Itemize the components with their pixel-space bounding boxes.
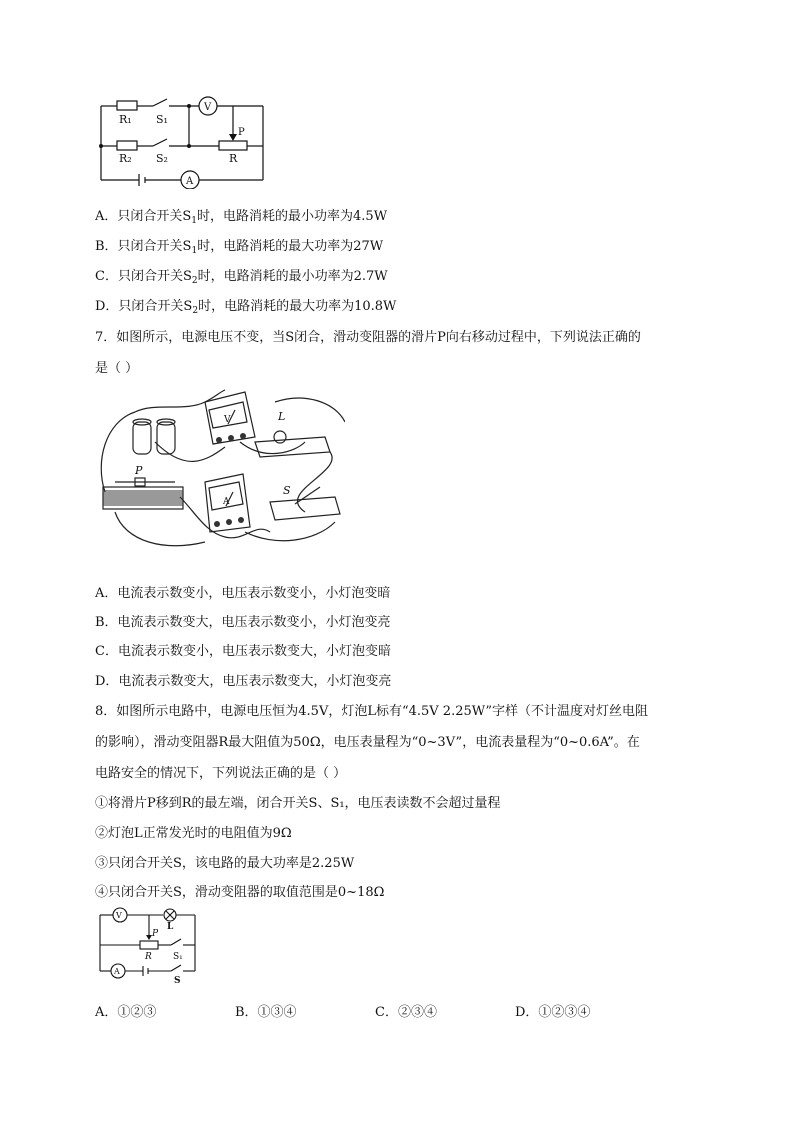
label-r: R	[229, 152, 238, 165]
label-r1: R₁	[119, 113, 132, 126]
label-s1: S₁	[156, 113, 168, 126]
q6-option-c: C．只闭合开关$S_2$时，电路消耗的最小功率为2.7W	[95, 269, 388, 286]
q8-statement-3: ③只闭合开关S，该电路的最大功率是2.25W	[95, 856, 355, 871]
circuit-diagram-q6-svg	[95, 94, 270, 189]
q8-statement-2: ②灯泡L正常发光时的电阻值为9Ω	[95, 826, 292, 841]
label-rheostat-q8: R	[145, 952, 152, 962]
circuit-diagram-q8	[95, 905, 205, 985]
label-voltmeter-q8: V	[116, 911, 122, 920]
circuit-photo-q7	[95, 382, 345, 554]
q7-option-b: B．电流表示数变大，电压表示数变小，小灯泡变亮	[95, 615, 391, 630]
q6-option-a: A．只闭合开关$S_1$时，电路消耗的最小功率为4.5W	[95, 209, 388, 226]
label-slider: P	[135, 464, 143, 477]
q8-option-b: B．①③④	[235, 1005, 297, 1020]
q8-stem-line1: 8．如图所示电路中，电源电压恒为4.5V，灯泡L标有“4.5V 2.25W”字样（不计温度对灯丝电阻	[95, 704, 649, 719]
q7-stem-line2: 是（ ）	[95, 361, 139, 376]
q8-stem-line2: 的影响），滑动变阻器R最大阻值为50Ω，电压表量程为“0~3V”，电流表量程为“0~0.6A”。在	[95, 735, 640, 750]
q8-option-a: A．①②③	[95, 1005, 157, 1020]
q8-option-c: C．②③④	[375, 1005, 437, 1020]
label-ammeter-q8: A	[114, 967, 120, 976]
label-ammeter-photo: A	[223, 497, 230, 507]
label-switch: S	[283, 484, 291, 497]
label-ammeter: A	[186, 176, 194, 187]
label-lamp: L	[278, 410, 286, 423]
circuit-diagram-q6	[95, 94, 270, 189]
label-lamp-q8: L	[167, 922, 174, 932]
label-voltmeter: V	[204, 102, 212, 113]
q6-option-d: D．只闭合开关$S_2$时，电路消耗的最大功率为10.8W	[95, 299, 397, 316]
q8-stem-line3: 电路安全的情况下，下列说法正确的是（ ）	[95, 766, 347, 781]
q8-option-d: D．①②③④	[515, 1005, 591, 1020]
q7-option-a: A．电流表示数变小，电压表示数变小，小灯泡变暗	[95, 586, 391, 601]
q7-option-d: D．电流表示数变大，电压表示数变大，小灯泡变亮	[95, 674, 392, 689]
label-voltmeter-photo: V	[224, 415, 231, 425]
q6-option-b: B．只闭合开关$S_1$时，电路消耗的最大功率为27W	[95, 239, 384, 256]
label-s2: S₂	[156, 152, 168, 165]
label-r2: R₂	[119, 152, 132, 165]
q8-statement-1: ①将滑片P移到R的最左端，闭合开关S、S₁，电压表读数不会超过量程	[95, 796, 501, 811]
label-slider-q8: P	[152, 929, 159, 939]
circuit-photo-q7-svg	[95, 382, 345, 554]
q7-stem-line1: 7．如图所示，电源电压不变，当S闭合，滑动变阻器的滑片P向右移动过程中，下列说法正确的	[95, 330, 641, 345]
label-s-q8: S	[174, 976, 181, 985]
q7-option-c: C．电流表示数变小，电压表示数变大，小灯泡变暗	[95, 644, 391, 659]
label-p: P	[238, 127, 245, 138]
label-s1-q8: S₁	[173, 952, 183, 962]
circuit-diagram-q8-svg	[95, 905, 205, 985]
q8-statement-4: ④只闭合开关S，滑动变阻器的取值范围是0~18Ω	[95, 885, 385, 900]
